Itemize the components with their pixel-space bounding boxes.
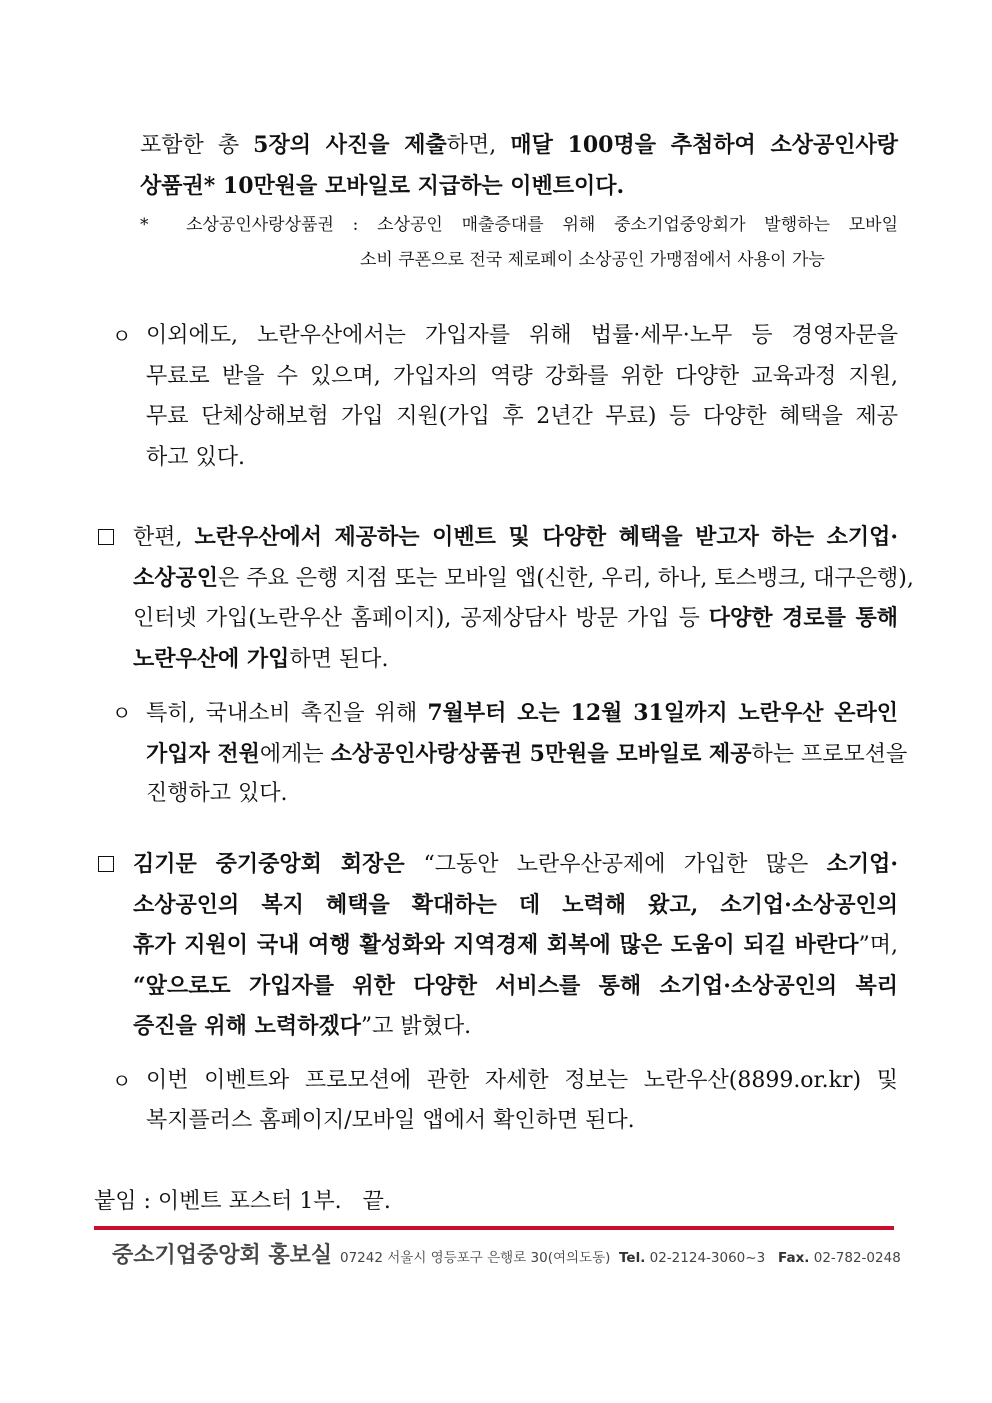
p6-bullet: ㅇ [112, 1069, 132, 1093]
p4-bullet: ㅇ [112, 701, 132, 725]
p3-line-2: 소상공인은 주요 은행 지점 또는 모바일 앱(신한, 우리, 하나, 토스뱅크, 대구은행), [133, 565, 914, 591]
p4-line-1: 특히, 국내소비 촉진을 위해 7월부터 오는 12월 31일까지 노란우산 온라인 [146, 700, 898, 726]
p4-line-3: 진행하고 있다. [146, 781, 288, 806]
p6-line-2: 복지플러스 홈페이지/모바일 앱에서 확인하면 된다. [146, 1108, 635, 1133]
footer-fax: 02-782-0248 [813, 1250, 901, 1266]
footer-divider [94, 1226, 894, 1230]
p3-square-bullet [98, 529, 114, 545]
p5-line-3: 휴가 지원이 국내 여행 활성화와 지역경제 회복에 많은 도움이 되길 바란다”며, [133, 932, 898, 958]
p1-note-line-2: 소비 쿠폰으로 전국 제로페이 소상공인 가맹점에서 사용이 가능 [360, 250, 825, 270]
p5-line-2: 소상공인의 복지 혜택을 확대하는 데 노력해 왔고, 소기업·소상공인의 [133, 892, 898, 918]
p5-square-bullet [98, 856, 114, 872]
footer-tel: 02-2124-3060~3 [649, 1250, 766, 1266]
p1-bold-monthly: 매달 100명을 추첨하여 소상공인사랑 [510, 132, 898, 158]
p5-line-5: 증진을 위해 노력하겠다”고 밝혔다. [133, 1013, 472, 1039]
note-asterisk: * [140, 215, 149, 235]
footer-contact [340, 1246, 901, 1270]
footer-address: 07242 서울시 영등포구 은행로 30(여의도동) [340, 1250, 611, 1266]
footer-fax-label: Fax. [778, 1250, 810, 1266]
footer-org-name: 중소기업중앙회 홍보실 [112, 1243, 333, 1268]
p1-bold-photos: 5장의 사진을 제출 [253, 132, 447, 158]
p5-line-4: “앞으로도 가입자를 위한 다양한 서비스를 통해 소기업·소상공인의 복리 [133, 973, 898, 999]
footer-tel-label: Tel. [619, 1250, 646, 1266]
p3-line-3: 인터넷 가입(노란우산 홈페이지), 공제상담사 방문 가입 등 다양한 경로를 통해 [133, 605, 898, 631]
p1-line-2: 상품권* 10만원을 모바일로 지급하는 이벤트이다. [140, 173, 625, 199]
p3-line-1: 한편, 노란우산에서 제공하는 이벤트 및 다양한 혜택을 받고자 하는 소기업· [133, 524, 898, 550]
p5-line-1: 김기문 중기중앙회 회장은 “그동안 노란우산공제에 가입한 많은 소기업· [133, 851, 898, 877]
p6-line-1: 이번 이벤트와 프로모션에 관한 자세한 정보는 노란우산(8899.or.kr) 및 [146, 1068, 898, 1093]
p2-line-2: 무료로 받을 수 있으며, 가입자의 역량 강화를 위한 다양한 교육과정 지원, [146, 364, 898, 389]
p2-line-3: 무료 단체상해보험 가입 지원(가입 후 2년간 무료) 등 다양한 혜택을 제공 [146, 404, 898, 429]
p1-note-line-1: * 소상공인사랑상품권 : 소상공인 매출증대를 위해 중소기업중앙회가 발행하는 모바일 [140, 215, 898, 235]
p2-bullet: ㅇ [112, 324, 132, 348]
p4-line-2: 가입자 전원에게는 소상공인사랑상품권 5만원을 모바일로 제공하는 프로모션을 [146, 741, 908, 767]
attachment-line: 붙임 : 이벤트 포스터 1부. 끝. [94, 1189, 391, 1214]
p2-line-1: 이외에도, 노란우산에서는 가입자를 위해 법률·세무·노무 등 경영자문을 [146, 323, 898, 348]
p3-line-4: 노란우산에 가입하면 된다. [133, 646, 389, 672]
p2-line-4: 하고 있다. [146, 445, 245, 470]
p1-line-1: 포함한 총 5장의 사진을 제출하면, 매달 100명을 추첨하여 소상공인사랑 [140, 132, 898, 158]
